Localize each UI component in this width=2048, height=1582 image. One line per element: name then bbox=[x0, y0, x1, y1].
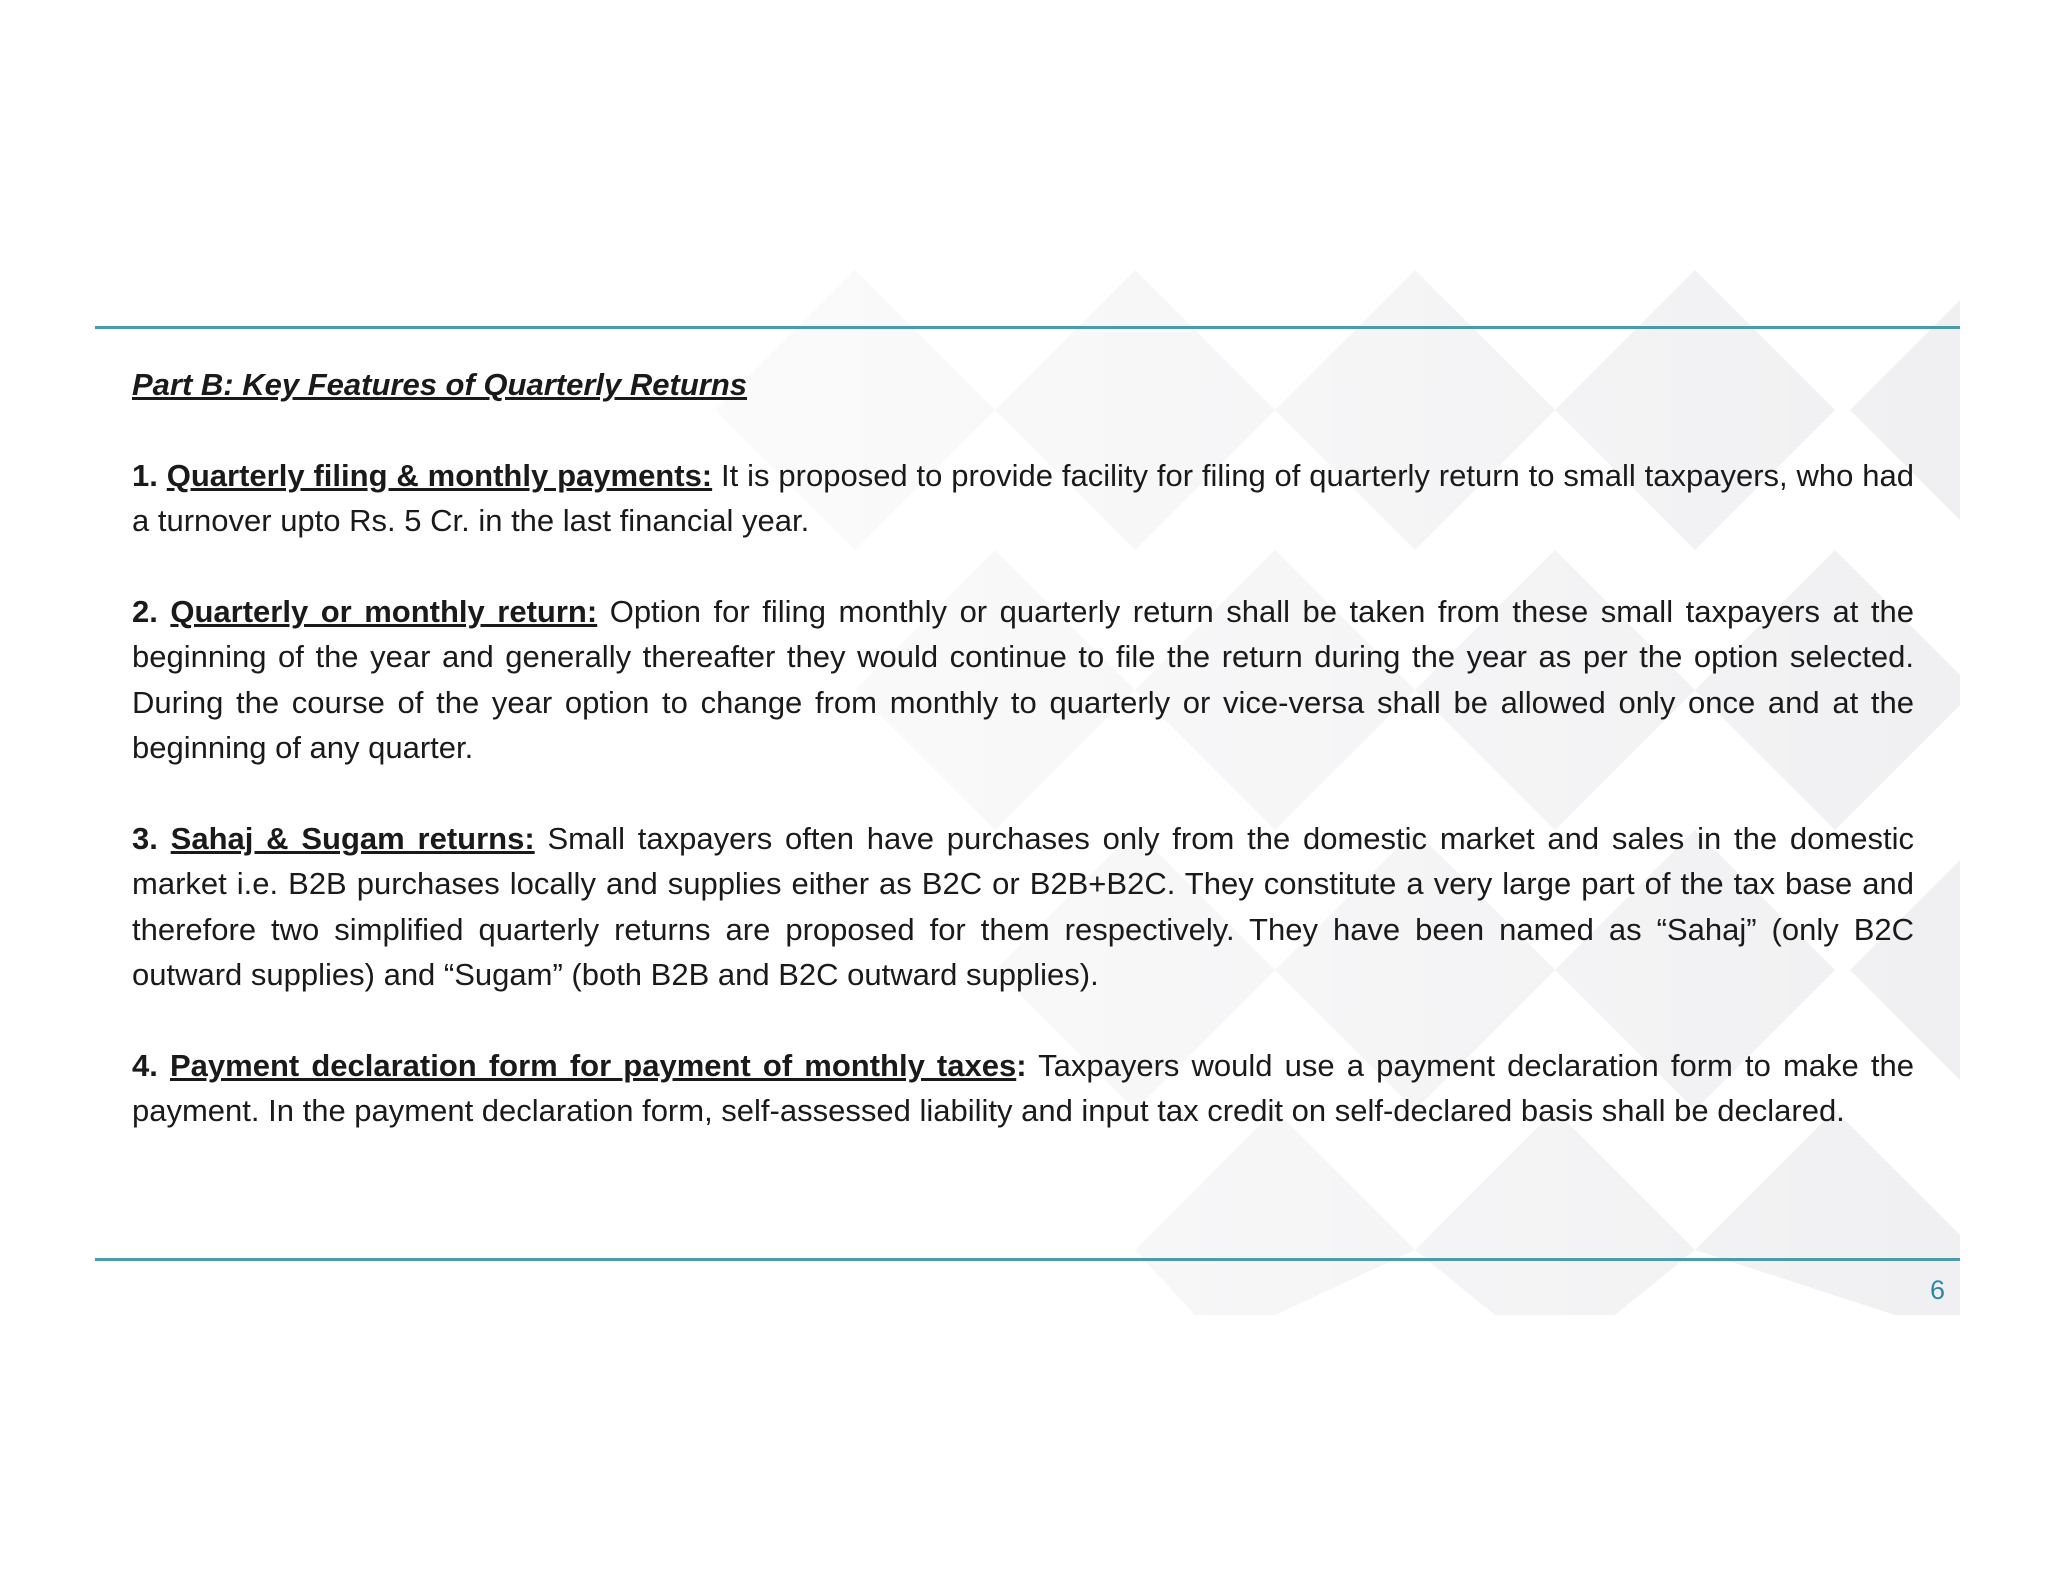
item-text: Small taxpayers often have purchases only from the domestic market and sales in the domestic market i.e. B2B purchases locally and supplies either as B2C or B2B+B2C. They constitute a very large part of the tax base and therefore two simplified quarterly returns are proposed for them respectively. They have been named as “Sahaj” (only B2C outward supplies) and “Sugam” (both B2B and B2C outward supplies). bbox=[132, 820, 1914, 992]
list-item bbox=[132, 1043, 1914, 1134]
item-term: Quarterly filing & monthly payments: bbox=[166, 457, 713, 493]
item-text: It is proposed to provide facility for filing of quarterly return to small taxpayers, who had a turnover upto Rs. 5 Cr. in the last financial year. bbox=[132, 457, 1914, 538]
item-number: 1. bbox=[132, 457, 158, 493]
item-term: Payment declaration form for payment of monthly taxes bbox=[169, 1047, 1017, 1083]
item-number: 4. bbox=[132, 1047, 158, 1083]
item-term: Sahaj & Sugam returns: bbox=[170, 820, 535, 856]
section-heading: Part B: Key Features of Quarterly Returns bbox=[132, 367, 748, 402]
item-number: 3. bbox=[132, 820, 158, 856]
list-item bbox=[132, 816, 1914, 998]
top-divider bbox=[95, 326, 1960, 329]
list-item bbox=[132, 589, 1914, 771]
item-term: Quarterly or monthly return: bbox=[170, 593, 598, 629]
item-number: 2. bbox=[132, 593, 158, 629]
page-number: 6 bbox=[1929, 1275, 1945, 1305]
content bbox=[132, 362, 1914, 1134]
item-text: Option for filing monthly or quarterly return shall be taken from these small taxpayers at the beginning of the year and generally thereafter they would continue to file the return during the year as per the option selected. During the course of the year option to change from monthly to quarterly or vice-versa shall be allowed only once and at the beginning of any quarter. bbox=[132, 593, 1914, 765]
item-term-colon: : bbox=[1016, 1047, 1027, 1083]
item-text: Taxpayers would use a payment declaration form to make the payment. In the payment declaration form, self-assessed liability and input tax credit on self-declared basis shall be declared. bbox=[132, 1047, 1914, 1128]
bottom-divider bbox=[95, 1258, 1960, 1261]
slide bbox=[95, 270, 1960, 1315]
list-item bbox=[132, 453, 1914, 544]
